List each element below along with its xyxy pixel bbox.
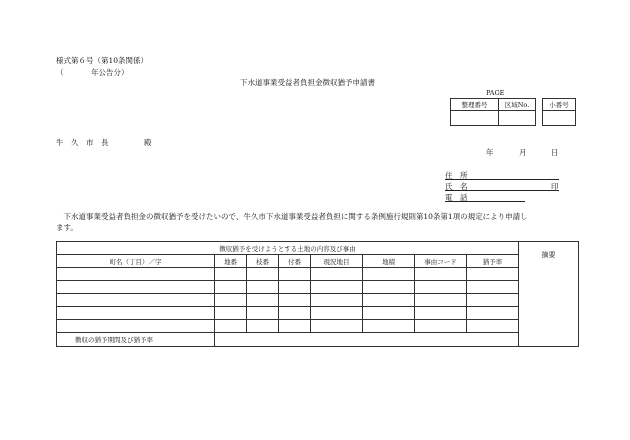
table-row — [57, 320, 579, 333]
seiri-bango-header: 整理番号 — [451, 99, 499, 111]
name-underline — [445, 190, 559, 191]
honorific: 殿 — [144, 138, 152, 147]
year-suffix: 年公告分） — [91, 68, 129, 77]
phone-underline — [445, 201, 525, 202]
land-details-group-header: 徴収猶予を受けようとする土地の内容及び事由 — [57, 242, 519, 255]
table-row — [57, 307, 579, 320]
body-text-line2: ます。 — [56, 223, 78, 232]
deferral-period-label: 徴収の猶予期間及び猶予率 — [57, 333, 215, 347]
remarks-header: 摘要 — [519, 242, 579, 347]
kobango-cell — [543, 111, 576, 126]
land-details-table — [56, 241, 579, 347]
deferral-period-value — [215, 333, 519, 347]
phone-label: 電 話 — [445, 193, 468, 202]
table-row — [57, 281, 579, 294]
kuiki-no-cell — [499, 111, 536, 126]
name-label: 氏 名 — [445, 182, 468, 191]
address-label: 住 所 — [445, 171, 468, 180]
table-row — [57, 268, 579, 281]
seiri-bango-cell — [451, 111, 499, 126]
body-text-line1: 下水道事業受益者負担金の徴収猶予を受けたいので、牛久市下水道事業受益者負担に関する条例施行規則第10条第1項の規定により申請し — [56, 212, 528, 221]
table-row — [57, 294, 579, 307]
col-header-town: 町名（丁目）／字 — [57, 255, 215, 268]
col-header-land-category: 現況地目 — [311, 255, 363, 268]
col-header-deferral-rate: 猶予率 — [467, 255, 519, 268]
col-header-reason-code: 事由コード — [415, 255, 467, 268]
kobango-table — [542, 98, 576, 126]
page-number-table — [450, 98, 536, 126]
col-header-chiban: 地番 — [215, 255, 247, 268]
year-paren-open: （ — [56, 68, 64, 77]
seal-mark: 印 — [551, 182, 559, 191]
kobango-header: 小番号 — [543, 99, 576, 111]
date-month: 月 — [519, 148, 527, 157]
kuiki-no-header: 区域No. — [499, 99, 536, 111]
form-number: 様式第６号（第10条関係） — [56, 56, 149, 65]
address-underline — [445, 179, 559, 180]
col-header-edaban: 枝番 — [247, 255, 279, 268]
col-header-fuban: 付番 — [279, 255, 311, 268]
date-year: 年 — [486, 148, 494, 157]
mayor-addressee: 牛 久 市 長 — [56, 138, 109, 147]
form-title: 下水道事業受益者負担金徴収猶予申請書 — [240, 78, 375, 87]
date-day: 日 — [551, 148, 559, 157]
col-header-area: 地積 — [363, 255, 415, 268]
page-label: PAGE — [486, 89, 505, 97]
